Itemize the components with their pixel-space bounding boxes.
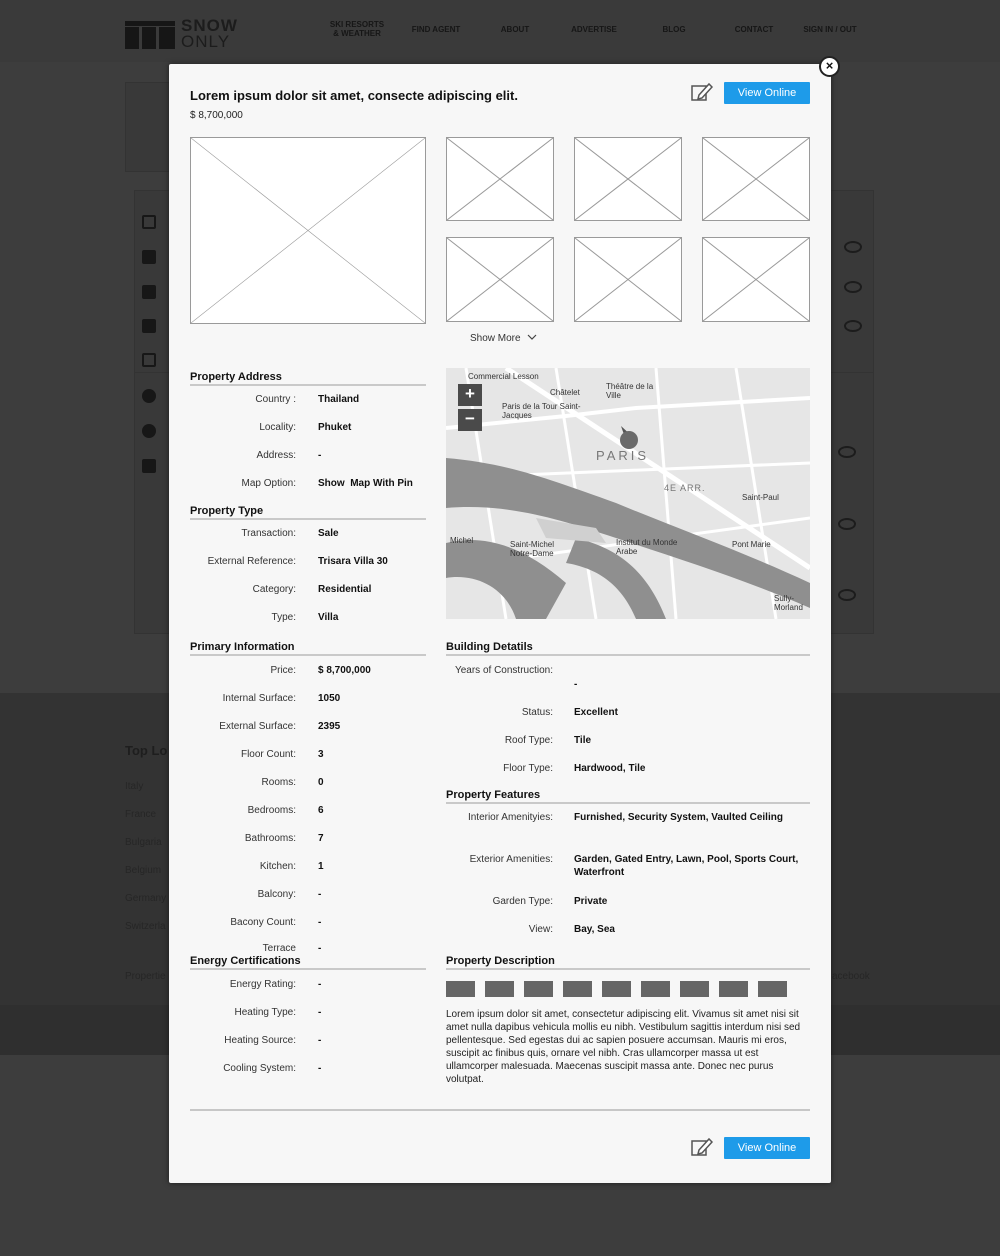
field-value: Thailand <box>318 394 360 405</box>
toolbar-button[interactable] <box>563 981 592 997</box>
field-value: 7 <box>318 833 324 844</box>
field-value: - <box>318 889 322 900</box>
folder-icon[interactable] <box>142 285 156 299</box>
field-label: Roof Type: <box>504 735 553 746</box>
field-label: Map Option: <box>241 478 296 489</box>
field-label: External Surface: <box>219 721 296 732</box>
field-label: View: <box>528 924 553 935</box>
field-value: - <box>574 679 578 690</box>
eye-icon[interactable] <box>838 518 856 530</box>
field-label: Interior Amenityies: <box>467 812 553 823</box>
field-label: Kitchen: <box>259 861 296 872</box>
map-label: Théâtre de la Ville <box>606 382 654 400</box>
nav-find-agent[interactable]: FIND AGENT <box>411 25 461 34</box>
thumbnail-placeholder[interactable] <box>702 237 810 322</box>
field-value: Villa <box>318 612 339 623</box>
field-value: - <box>318 1063 322 1074</box>
field-value: - <box>318 1007 322 1018</box>
footer-divider <box>190 1109 810 1111</box>
field-label: Balcony: <box>257 889 296 900</box>
field-value: - <box>318 450 322 461</box>
section-title-features: Property Features <box>446 789 810 804</box>
map-label: Châtelet <box>550 388 580 397</box>
location-map[interactable] <box>446 368 810 619</box>
field-value: Excellent <box>574 707 618 718</box>
gear-icon[interactable] <box>142 389 156 403</box>
footer-social-link[interactable]: acebook <box>832 971 870 982</box>
field-value: $ 8,700,000 <box>318 665 371 676</box>
field-label: Bathrooms: <box>244 833 296 844</box>
field-label: Type: <box>271 612 296 623</box>
description-toolbar <box>446 981 787 997</box>
view-online-button[interactable]: View Online <box>724 82 810 104</box>
thumbnail-placeholder[interactable] <box>702 137 810 221</box>
chevron-down-icon <box>527 334 537 341</box>
field-label: Status: <box>521 707 553 718</box>
field-label: Energy Rating: <box>229 979 296 990</box>
show-more-label: Show More <box>470 333 521 344</box>
nav-contact[interactable]: CONTACT <box>734 25 774 34</box>
map-label: Commercial Lesson <box>468 372 539 381</box>
map-label: Sully-Morland <box>774 594 803 612</box>
nav-ski-resorts[interactable]: SKI RESORTS & WEATHER <box>329 20 385 38</box>
field-value: - <box>318 943 322 954</box>
field-label: Transaction: <box>241 528 296 539</box>
field-value: 3 <box>318 749 324 760</box>
toolbar-button[interactable] <box>446 981 475 997</box>
field-value: Furnished, Security System, Vaulted Ceiling <box>574 812 783 823</box>
field-value: Phuket <box>318 422 352 433</box>
footer-link[interactable]: Italy <box>125 781 144 792</box>
chat-icon[interactable] <box>142 319 156 333</box>
property-price: $ 8,700,000 <box>190 110 243 121</box>
field-value: 1050 <box>318 693 341 704</box>
section-title-energy: Energy Certifications <box>190 955 426 970</box>
nav-about[interactable]: ABOUT <box>500 25 530 34</box>
logo-text: SNOW ONLY <box>181 16 238 51</box>
map-label: Institut du Monde Arabe <box>616 538 678 556</box>
field-value: Private <box>574 896 608 907</box>
thumbnail-placeholder[interactable] <box>446 237 554 322</box>
thumbnail-placeholder[interactable] <box>574 137 682 221</box>
toolbar-button[interactable] <box>485 981 514 997</box>
field-label: Rooms: <box>261 777 296 788</box>
map-label: Michel <box>450 536 474 545</box>
close-modal-button[interactable]: × <box>819 56 840 77</box>
field-value: 0 <box>318 777 324 788</box>
footer-link[interactable]: Germany <box>125 893 167 904</box>
field-label: Garden Type: <box>492 896 553 907</box>
zoom-in-button[interactable]: + <box>458 384 482 406</box>
nav-advertise[interactable]: ADVERTISE <box>571 25 617 34</box>
main-nav <box>318 20 866 38</box>
field-label: Bedrooms: <box>247 805 296 816</box>
map-label: Saint-Paul <box>742 493 779 502</box>
footer-link[interactable]: Switzerla <box>125 921 166 932</box>
property-description-text: Lorem ipsum dolor sit amet, consectetur adipiscing elit. Vivamus sit amet nisi sit amet nulla dapibus vehicula mollis eu nibh. Vestibulum sagittis interdum nisi sed pellentesque. Sed egestas dui ac sapien posuere accumsan. Mauris mi eros, suscipit ac finibus quis, ornare vel nibh. Cras ullamcorper massa ut est ullamcorper malesuada. Maecenas suscipit massa ante. Donec nec purus volutpat. <box>446 1009 801 1085</box>
document-icon[interactable] <box>142 250 156 264</box>
field-value: - <box>318 917 322 928</box>
field-value: 1 <box>318 861 324 872</box>
section-title-address: Property Address <box>190 371 426 386</box>
toolbar-button[interactable] <box>719 981 748 997</box>
show-more-button[interactable] <box>470 333 537 344</box>
bg-thumbnail <box>125 82 171 172</box>
field-label: Locality: <box>259 422 296 433</box>
footer-title: Top Lo <box>125 743 168 758</box>
field-label: Cooling System: <box>223 1063 296 1074</box>
section-title-building: Building Detatils <box>446 641 810 656</box>
edit-icon[interactable] <box>691 82 713 102</box>
field-label: Heating Source: <box>224 1035 296 1046</box>
map-label: Saint-Michel Notre-Dame <box>510 540 555 558</box>
section-title-type: Property Type <box>190 505 426 520</box>
eye-icon[interactable] <box>844 320 862 332</box>
field-value: Trisara Villa 30 <box>318 556 388 567</box>
nav-blog[interactable]: BLOG <box>662 25 686 34</box>
map-label: PARIS <box>596 448 650 463</box>
toolbar-button[interactable] <box>680 981 709 997</box>
field-label: Price: <box>270 665 296 676</box>
field-label: Internal Surface: <box>222 693 296 704</box>
zoom-out-button[interactable]: − <box>458 409 482 431</box>
field-label: Floor Count: <box>240 749 296 760</box>
field-value: Sale <box>318 528 339 539</box>
field-value: - <box>318 979 322 990</box>
toolbar-button[interactable] <box>758 981 787 997</box>
field-label: Years of Construction: <box>454 665 553 676</box>
map-label: Paris de la Tour Saint-Jacques <box>502 402 581 420</box>
field-label: Terrace <box>262 943 296 954</box>
user-icon[interactable] <box>142 424 156 438</box>
toolbar-button[interactable] <box>602 981 631 997</box>
field-label: Address: <box>256 450 296 461</box>
field-value: - <box>318 1035 322 1046</box>
mountain-logo-icon <box>125 17 175 51</box>
footer-link[interactable]: Bulgaria <box>125 837 162 848</box>
main-photo-placeholder[interactable] <box>190 137 426 324</box>
field-value: Residential <box>318 584 372 595</box>
footer-link[interactable]: France <box>125 809 157 820</box>
section-title-description: Property Description <box>446 955 810 970</box>
property-title: Lorem ipsum dolor sit amet, consecte adipiscing elit. <box>190 88 518 103</box>
field-value: 2395 <box>318 721 341 732</box>
field-label: Bacony Count: <box>230 917 296 928</box>
toolbar-button[interactable] <box>641 981 670 997</box>
field-label: Category: <box>252 584 296 595</box>
eye-icon[interactable] <box>844 241 862 253</box>
field-value: Bay, Sea <box>574 924 615 935</box>
field-label: External Reference: <box>207 556 296 567</box>
grid-icon[interactable] <box>142 215 156 229</box>
field-value: Tile <box>574 735 592 746</box>
lock-icon[interactable] <box>142 459 156 473</box>
message-icon[interactable] <box>142 353 156 367</box>
property-detail-modal <box>169 64 831 1183</box>
toolbar-button[interactable] <box>524 981 553 997</box>
site-header <box>0 0 1000 62</box>
map-label: 4E ARR. <box>664 483 706 493</box>
footer-note: Propertie <box>125 971 166 982</box>
section-title-primary: Primary Information <box>190 641 426 656</box>
field-label: Country : <box>255 394 296 405</box>
thumbnail-placeholder[interactable] <box>574 237 682 322</box>
field-value: Garden, Gated Entry, Lawn, Pool, Sports Court, Waterfront <box>574 854 799 878</box>
field-label: Heating Type: <box>234 1007 296 1018</box>
edit-icon[interactable] <box>691 1137 713 1157</box>
field-value: 6 <box>318 805 324 816</box>
eye-icon[interactable] <box>844 281 862 293</box>
map-label: Pont Marie <box>732 540 771 549</box>
thumbnail-placeholder[interactable] <box>446 137 554 221</box>
field-label: Exterior Amenities: <box>469 854 553 865</box>
nav-sign-in-out[interactable]: SIGN IN / OUT <box>803 25 857 34</box>
eye-icon[interactable] <box>838 589 856 601</box>
site-logo[interactable] <box>125 14 260 54</box>
field-value: Hardwood, Tile <box>574 763 646 774</box>
footer-link[interactable]: Belgium <box>125 865 162 876</box>
map-option-value[interactable]: Show Map With Pin <box>318 478 413 489</box>
view-online-button-bottom[interactable]: View Online <box>724 1137 810 1159</box>
eye-icon[interactable] <box>838 446 856 458</box>
field-label: Floor Type: <box>503 763 553 774</box>
